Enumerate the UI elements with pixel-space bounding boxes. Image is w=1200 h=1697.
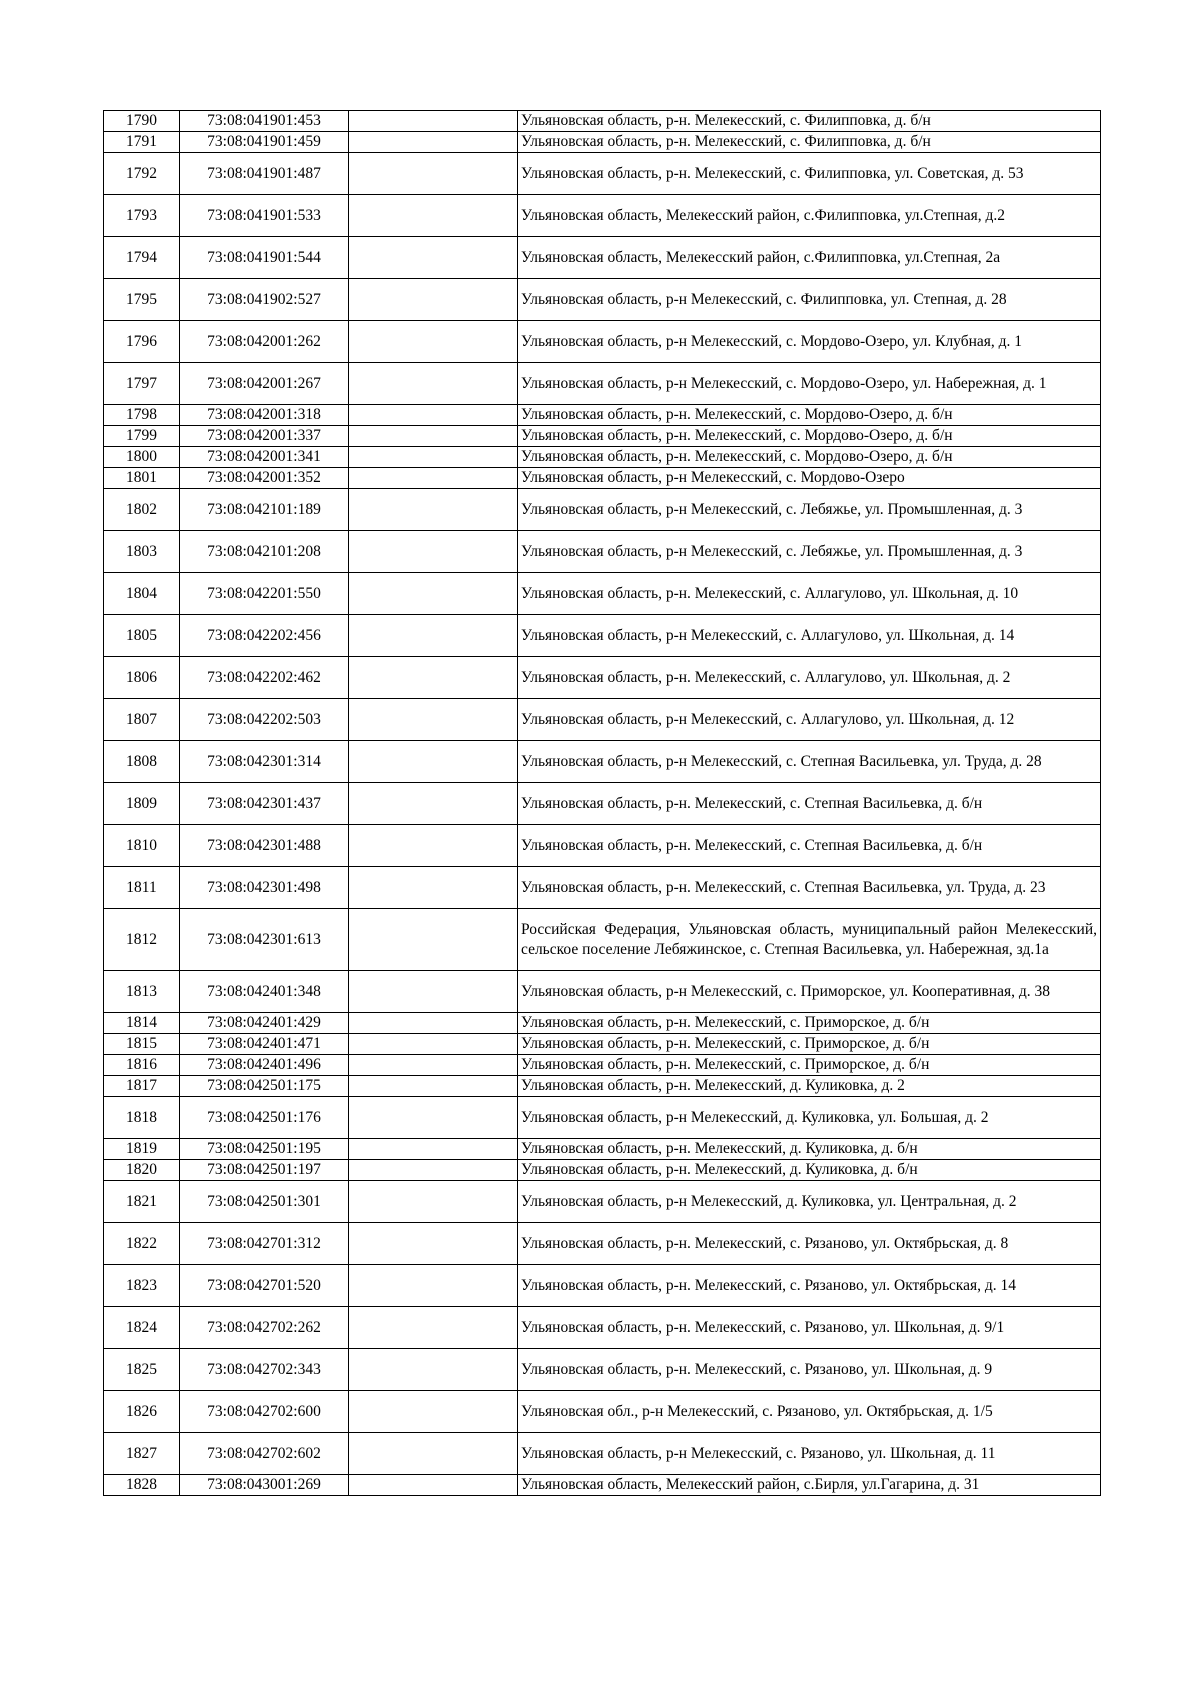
- row-number-cell: 1807: [104, 699, 180, 741]
- cadastral-number-cell: 73:08:042101:189: [180, 489, 349, 531]
- cadastral-number-cell: 73:08:042202:503: [180, 699, 349, 741]
- cadastral-number-cell: 73:08:042301:613: [180, 909, 349, 971]
- cadastral-number-cell: 73:08:042501:301: [180, 1181, 349, 1223]
- empty-cell: [349, 468, 518, 489]
- empty-cell: [349, 195, 518, 237]
- empty-cell: [349, 531, 518, 573]
- cadastral-number-cell: 73:08:042001:352: [180, 468, 349, 489]
- empty-cell: [349, 867, 518, 909]
- address-cell: Ульяновская область, р-н. Мелекесский, с. Приморское, д. б/н: [518, 1055, 1101, 1076]
- table-row: [104, 1265, 1101, 1307]
- table-row: [104, 531, 1101, 573]
- empty-cell: [349, 1055, 518, 1076]
- empty-cell: [349, 1076, 518, 1097]
- table-row: [104, 657, 1101, 699]
- address-cell: Ульяновская область, р-н Мелекесский, с. Аллагулово, ул. Школьная, д. 14: [518, 615, 1101, 657]
- cadastral-number-cell: 73:08:041902:527: [180, 279, 349, 321]
- row-number-cell: 1810: [104, 825, 180, 867]
- empty-cell: [349, 405, 518, 426]
- table-row: [104, 1433, 1101, 1475]
- row-number-cell: 1805: [104, 615, 180, 657]
- address-cell: Ульяновская область, р-н. Мелекесский, с. Филипповка, ул. Советская, д. 53: [518, 153, 1101, 195]
- table-row: [104, 1013, 1101, 1034]
- address-cell: Ульяновская область, р-н. Мелекесский, с. Аллагулово, ул. Школьная, д. 10: [518, 573, 1101, 615]
- cadastral-number-cell: 73:08:042401:348: [180, 971, 349, 1013]
- cadastral-number-cell: 73:08:042501:175: [180, 1076, 349, 1097]
- cadastral-number-cell: 73:08:042301:437: [180, 783, 349, 825]
- address-cell: Ульяновская область, р-н. Мелекесский, с. Приморское, д. б/н: [518, 1034, 1101, 1055]
- empty-cell: [349, 237, 518, 279]
- row-number-cell: 1808: [104, 741, 180, 783]
- table-row: [104, 573, 1101, 615]
- address-cell: Ульяновская область, р-н. Мелекесский, с. Мордово-Озеро, д. б/н: [518, 426, 1101, 447]
- row-number-cell: 1825: [104, 1349, 180, 1391]
- empty-cell: [349, 111, 518, 132]
- row-number-cell: 1828: [104, 1475, 180, 1496]
- cadastral-number-cell: 73:08:042001:337: [180, 426, 349, 447]
- address-cell: Ульяновская область, р-н. Мелекесский, с. Мордово-Озеро, д. б/н: [518, 405, 1101, 426]
- empty-cell: [349, 615, 518, 657]
- address-cell: Ульяновская обл., р-н Мелекесский, с. Рязаново, ул. Октябрьская, д. 1/5: [518, 1391, 1101, 1433]
- table-row: [104, 615, 1101, 657]
- row-number-cell: 1790: [104, 111, 180, 132]
- address-cell: Ульяновская область, р-н. Мелекесский, с. Степная Васильевка, д. б/н: [518, 783, 1101, 825]
- empty-cell: [349, 447, 518, 468]
- cadastral-number-cell: 73:08:042301:498: [180, 867, 349, 909]
- cadastral-number-cell: 73:08:042501:195: [180, 1139, 349, 1160]
- cadastral-number-cell: 73:08:042401:429: [180, 1013, 349, 1034]
- row-number-cell: 1812: [104, 909, 180, 971]
- address-cell: Ульяновская область, р-н. Мелекесский, с. Степная Васильевка, ул. Труда, д. 23: [518, 867, 1101, 909]
- empty-cell: [349, 1223, 518, 1265]
- address-cell: Ульяновская область, р-н. Мелекесский, с. Мордово-Озеро, д. б/н: [518, 447, 1101, 468]
- address-cell: Ульяновская область, р-н Мелекесский, с. Мордово-Озеро, ул. Клубная, д. 1: [518, 321, 1101, 363]
- empty-cell: [349, 1160, 518, 1181]
- row-number-cell: 1794: [104, 237, 180, 279]
- row-number-cell: 1826: [104, 1391, 180, 1433]
- table-row: [104, 111, 1101, 132]
- row-number-cell: 1802: [104, 489, 180, 531]
- cadastral-number-cell: 73:08:041901:487: [180, 153, 349, 195]
- cadastral-number-cell: 73:08:042202:462: [180, 657, 349, 699]
- empty-cell: [349, 1391, 518, 1433]
- empty-cell: [349, 825, 518, 867]
- row-number-cell: 1816: [104, 1055, 180, 1076]
- address-cell: Ульяновская область, р-н. Мелекесский, д. Куликовка, д. б/н: [518, 1160, 1101, 1181]
- cadastral-number-cell: 73:08:041901:533: [180, 195, 349, 237]
- address-cell: Ульяновская область, р-н Мелекесский, с. Лебяжье, ул. Промышленная, д. 3: [518, 489, 1101, 531]
- address-cell: Ульяновская область, р-н. Мелекесский, с. Рязаново, ул. Октябрьская, д. 14: [518, 1265, 1101, 1307]
- row-number-cell: 1800: [104, 447, 180, 468]
- row-number-cell: 1817: [104, 1076, 180, 1097]
- registry-table-body: [104, 111, 1101, 1496]
- address-cell: Ульяновская область, р-н Мелекесский, с. Приморское, ул. Кооперативная, д. 38: [518, 971, 1101, 1013]
- table-row: [104, 237, 1101, 279]
- cadastral-number-cell: 73:08:042401:471: [180, 1034, 349, 1055]
- table-row: [104, 1391, 1101, 1433]
- address-cell: Ульяновская область, р-н Мелекесский, д. Куликовка, ул. Большая, д. 2: [518, 1097, 1101, 1139]
- address-cell: Ульяновская область, Мелекесский район, с.Филипповка, ул.Степная, д.2: [518, 195, 1101, 237]
- table-row: [104, 153, 1101, 195]
- cadastral-number-cell: 73:08:042001:341: [180, 447, 349, 468]
- empty-cell: [349, 971, 518, 1013]
- empty-cell: [349, 1034, 518, 1055]
- table-row: [104, 867, 1101, 909]
- address-cell: Ульяновская область, р-н. Мелекесский, с. Степная Васильевка, д. б/н: [518, 825, 1101, 867]
- cadastral-number-cell: 73:08:042201:550: [180, 573, 349, 615]
- table-row: [104, 405, 1101, 426]
- table-row: [104, 1223, 1101, 1265]
- address-cell: Ульяновская область, р-н Мелекесский, с. Аллагулово, ул. Школьная, д. 12: [518, 699, 1101, 741]
- row-number-cell: 1792: [104, 153, 180, 195]
- address-cell: Ульяновская область, р-н Мелекесский, с. Рязаново, ул. Школьная, д. 11: [518, 1433, 1101, 1475]
- row-number-cell: 1818: [104, 1097, 180, 1139]
- row-number-cell: 1793: [104, 195, 180, 237]
- table-row: [104, 468, 1101, 489]
- table-row: [104, 447, 1101, 468]
- address-cell: Российская Федерация, Ульяновская область, муниципальный район Мелекесский, сельское поселение Лебяжинское, с. Степная Васильевка, ул. Набережная, зд.1а: [518, 909, 1101, 971]
- row-number-cell: 1813: [104, 971, 180, 1013]
- empty-cell: [349, 1307, 518, 1349]
- table-row: [104, 1181, 1101, 1223]
- table-row: [104, 363, 1101, 405]
- cadastral-number-cell: 73:08:042702:343: [180, 1349, 349, 1391]
- empty-cell: [349, 1265, 518, 1307]
- empty-cell: [349, 1013, 518, 1034]
- address-cell: Ульяновская область, р-н. Мелекесский, с. Рязаново, ул. Школьная, д. 9: [518, 1349, 1101, 1391]
- table-row: [104, 1034, 1101, 1055]
- empty-cell: [349, 426, 518, 447]
- empty-cell: [349, 699, 518, 741]
- empty-cell: [349, 909, 518, 971]
- table-row: [104, 741, 1101, 783]
- empty-cell: [349, 1097, 518, 1139]
- row-number-cell: 1806: [104, 657, 180, 699]
- address-cell: Ульяновская область, Мелекесский район, с.Бирля, ул.Гагарина, д. 31: [518, 1475, 1101, 1496]
- empty-cell: [349, 1349, 518, 1391]
- table-row: [104, 1097, 1101, 1139]
- cadastral-number-cell: 73:08:042701:312: [180, 1223, 349, 1265]
- address-cell: Ульяновская область, р-н. Мелекесский, с. Рязаново, ул. Школьная, д. 9/1: [518, 1307, 1101, 1349]
- row-number-cell: 1791: [104, 132, 180, 153]
- address-cell: Ульяновская область, р-н. Мелекесский, с. Филипповка, д. б/н: [518, 111, 1101, 132]
- table-row: [104, 971, 1101, 1013]
- table-row: [104, 279, 1101, 321]
- row-number-cell: 1803: [104, 531, 180, 573]
- cadastral-number-cell: 73:08:042702:262: [180, 1307, 349, 1349]
- empty-cell: [349, 363, 518, 405]
- row-number-cell: 1824: [104, 1307, 180, 1349]
- cadastral-number-cell: 73:08:042301:488: [180, 825, 349, 867]
- table-row: [104, 825, 1101, 867]
- address-cell: Ульяновская область, р-н Мелекесский, с. Степная Васильевка, ул. Труда, д. 28: [518, 741, 1101, 783]
- empty-cell: [349, 1475, 518, 1496]
- table-row: [104, 1139, 1101, 1160]
- address-cell: Ульяновская область, р-н Мелекесский, д. Куликовка, ул. Центральная, д. 2: [518, 1181, 1101, 1223]
- row-number-cell: 1822: [104, 1223, 180, 1265]
- cadastral-number-cell: 73:08:042101:208: [180, 531, 349, 573]
- table-row: [104, 195, 1101, 237]
- cadastral-number-cell: 73:08:042301:314: [180, 741, 349, 783]
- cadastral-number-cell: 73:08:042702:602: [180, 1433, 349, 1475]
- cadastral-number-cell: 73:08:042501:197: [180, 1160, 349, 1181]
- row-number-cell: 1804: [104, 573, 180, 615]
- address-cell: Ульяновская область, р-н Мелекесский, с. Филипповка, ул. Степная, д. 28: [518, 279, 1101, 321]
- empty-cell: [349, 1181, 518, 1223]
- row-number-cell: 1827: [104, 1433, 180, 1475]
- empty-cell: [349, 1139, 518, 1160]
- cadastral-number-cell: 73:08:042001:318: [180, 405, 349, 426]
- row-number-cell: 1795: [104, 279, 180, 321]
- empty-cell: [349, 321, 518, 363]
- address-cell: Ульяновская область, р-н. Мелекесский, с. Филипповка, д. б/н: [518, 132, 1101, 153]
- table-row: [104, 426, 1101, 447]
- row-number-cell: 1820: [104, 1160, 180, 1181]
- cadastral-number-cell: 73:08:042702:600: [180, 1391, 349, 1433]
- empty-cell: [349, 741, 518, 783]
- empty-cell: [349, 1433, 518, 1475]
- address-cell: Ульяновская область, р-н. Мелекесский, с. Приморское, д. б/н: [518, 1013, 1101, 1034]
- table-row: [104, 1076, 1101, 1097]
- row-number-cell: 1796: [104, 321, 180, 363]
- row-number-cell: 1799: [104, 426, 180, 447]
- address-cell: Ульяновская область, Мелекесский район, с.Филипповка, ул.Степная, 2а: [518, 237, 1101, 279]
- cadastral-number-cell: 73:08:041901:453: [180, 111, 349, 132]
- row-number-cell: 1819: [104, 1139, 180, 1160]
- table-row: [104, 699, 1101, 741]
- empty-cell: [349, 132, 518, 153]
- cadastral-number-cell: 73:08:041901:544: [180, 237, 349, 279]
- cadastral-number-cell: 73:08:042701:520: [180, 1265, 349, 1307]
- row-number-cell: 1811: [104, 867, 180, 909]
- empty-cell: [349, 783, 518, 825]
- address-cell: Ульяновская область, р-н Мелекесский, с. Лебяжье, ул. Промышленная, д. 3: [518, 531, 1101, 573]
- empty-cell: [349, 573, 518, 615]
- table-row: [104, 1055, 1101, 1076]
- table-row: [104, 1349, 1101, 1391]
- address-cell: Ульяновская область, р-н. Мелекесский, д. Куликовка, д. 2: [518, 1076, 1101, 1097]
- cadastral-number-cell: 73:08:041901:459: [180, 132, 349, 153]
- table-row: [104, 1307, 1101, 1349]
- row-number-cell: 1814: [104, 1013, 180, 1034]
- cadastral-number-cell: 73:08:042501:176: [180, 1097, 349, 1139]
- cadastral-number-cell: 73:08:042401:496: [180, 1055, 349, 1076]
- table-row: [104, 321, 1101, 363]
- table-row: [104, 1475, 1101, 1496]
- cadastral-number-cell: 73:08:043001:269: [180, 1475, 349, 1496]
- table-row: [104, 1160, 1101, 1181]
- address-cell: Ульяновская область, р-н Мелекесский, с. Мордово-Озеро: [518, 468, 1101, 489]
- empty-cell: [349, 657, 518, 699]
- address-cell: Ульяновская область, р-н. Мелекесский, с. Рязаново, ул. Октябрьская, д. 8: [518, 1223, 1101, 1265]
- row-number-cell: 1821: [104, 1181, 180, 1223]
- empty-cell: [349, 489, 518, 531]
- address-cell: Ульяновская область, р-н Мелекесский, с. Мордово-Озеро, ул. Набережная, д. 1: [518, 363, 1101, 405]
- address-cell: Ульяновская область, р-н. Мелекесский, д. Куликовка, д. б/н: [518, 1139, 1101, 1160]
- row-number-cell: 1815: [104, 1034, 180, 1055]
- empty-cell: [349, 153, 518, 195]
- address-cell: Ульяновская область, р-н. Мелекесский, с. Аллагулово, ул. Школьная, д. 2: [518, 657, 1101, 699]
- row-number-cell: 1798: [104, 405, 180, 426]
- table-row: [104, 783, 1101, 825]
- row-number-cell: 1797: [104, 363, 180, 405]
- table-row: [104, 909, 1101, 971]
- cadastral-number-cell: 73:08:042001:262: [180, 321, 349, 363]
- table-row: [104, 132, 1101, 153]
- table-row: [104, 489, 1101, 531]
- row-number-cell: 1809: [104, 783, 180, 825]
- cadastral-number-cell: 73:08:042001:267: [180, 363, 349, 405]
- registry-table: [103, 110, 1101, 1496]
- cadastral-number-cell: 73:08:042202:456: [180, 615, 349, 657]
- row-number-cell: 1823: [104, 1265, 180, 1307]
- empty-cell: [349, 279, 518, 321]
- row-number-cell: 1801: [104, 468, 180, 489]
